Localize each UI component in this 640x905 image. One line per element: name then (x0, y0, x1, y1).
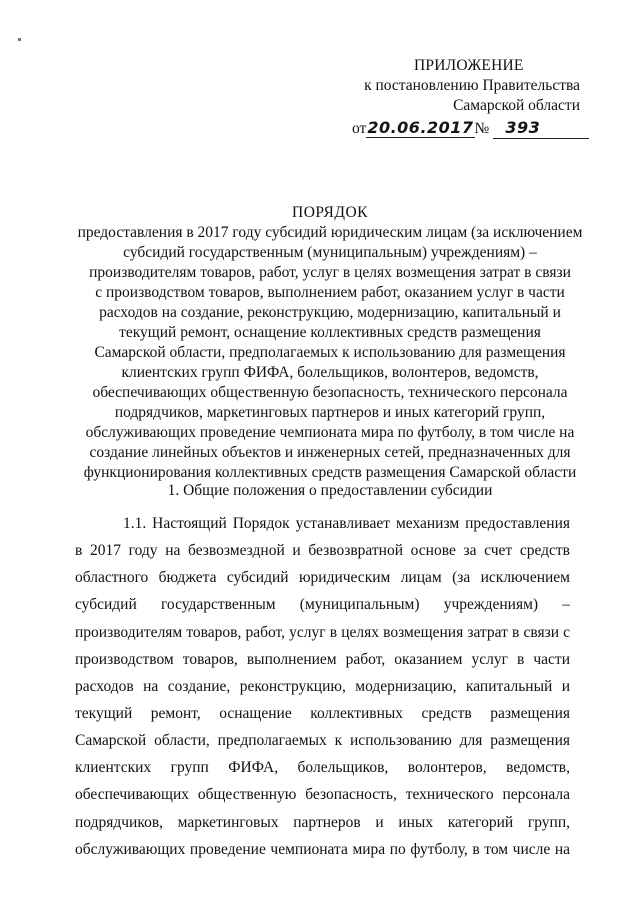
section-paragraph (75, 514, 570, 867)
subtitle-line: предоставления в 2017 году субсидий юридическим лицам (за исключением (77, 224, 583, 241)
document-heading (40, 203, 620, 483)
section-heading: 1. Общие положения о предоставлении субсидии (167, 482, 493, 499)
paragraph-line: обслуживающих проведение чемпионата мира по футболу, в том числе на (75, 840, 570, 858)
handwritten-date: 20.06.2017 (367, 118, 474, 137)
subtitle-line: субсидий государственным (муниципальным) учреждениям) – (123, 244, 537, 261)
date-prefix: от (352, 120, 367, 137)
appendix-date-number-line (330, 118, 580, 140)
appendix-title: ПРИЛОЖЕНИЕ (414, 57, 524, 74)
subtitle-line: подрядчиков, маркетинговых партнеров и иных категорий групп, (114, 404, 546, 421)
paragraph-line: клиентских групп ФИФА, болельщиков, волонтеров, ведомств, (75, 759, 570, 777)
number-sign: № (474, 120, 490, 137)
paragraph-line: областного бюджета субсидий юридическим лицам (за исключением (75, 569, 570, 587)
paragraph-line: расходов на создание, реконструкцию, модернизацию, капитальный и (75, 677, 570, 695)
subtitle-line: текущий ремонт, оснащение коллективных средств размещения (119, 324, 541, 341)
paragraph-line: в 2017 году на безвозмездной и безвозвратной основе за счет средств (75, 542, 570, 560)
paragraph-line: подрядчиков, маркетинговых партнеров и иных категорий групп, (75, 813, 570, 831)
subtitle-line: производителям товаров, работ, услуг в целях возмещения затрат в связи (89, 264, 571, 281)
subtitle-line: функционирования коллективных средств размещения Самарской области (83, 464, 577, 481)
subtitle-line: с производством товаров, выполнением работ, оказанием услуг в части (95, 284, 565, 301)
subtitle-line: клиентских групп ФИФА, болельщиков, волонтеров, ведомств, (121, 364, 539, 381)
paragraph-line: обеспечивающих общественную безопасность, технического персонала (75, 786, 570, 804)
paragraph-line: 1.1. Настоящий Порядок устанавливает механизм предоставления (123, 515, 570, 532)
subtitle-line: обеспечивающих общественную безопасность, технического персонала (92, 384, 568, 401)
paragraph-line: производством товаров, выполнением работ, оказанием услуг в части (75, 650, 570, 668)
paragraph-line: производителям товаров, работ, услуг в целях возмещения затрат в связи с (75, 623, 570, 641)
appendix-block (330, 56, 580, 140)
document-subtitle (40, 223, 620, 483)
subtitle-line: обслуживающих проведение чемпионата мира по футболу, в том числе на (85, 424, 575, 441)
appendix-resolution-line: к постановлению Правительства (364, 77, 580, 94)
appendix-region-line: Самарской области (453, 97, 580, 114)
subtitle-line: Самарской области, предполагаемых к использованию для размещения (94, 344, 566, 361)
scan-speck (18, 38, 21, 41)
paragraph-line: текущий ремонт, оснащение коллективных средств размещения (75, 704, 570, 722)
subtitle-line: расходов на создание, реконструкцию, модернизацию, капитальный и (99, 304, 561, 321)
paragraph-line: Самарской области, предполагаемых к использованию для размещения (75, 732, 570, 750)
subtitle-line: создание линейных объектов и инженерных сетей, предназначенных для (89, 444, 571, 461)
document-title: ПОРЯДОК (292, 204, 368, 221)
paragraph-line: субсидий государственным (муниципальным) учреждениям) – (75, 596, 570, 614)
handwritten-number: 393 (493, 118, 589, 139)
